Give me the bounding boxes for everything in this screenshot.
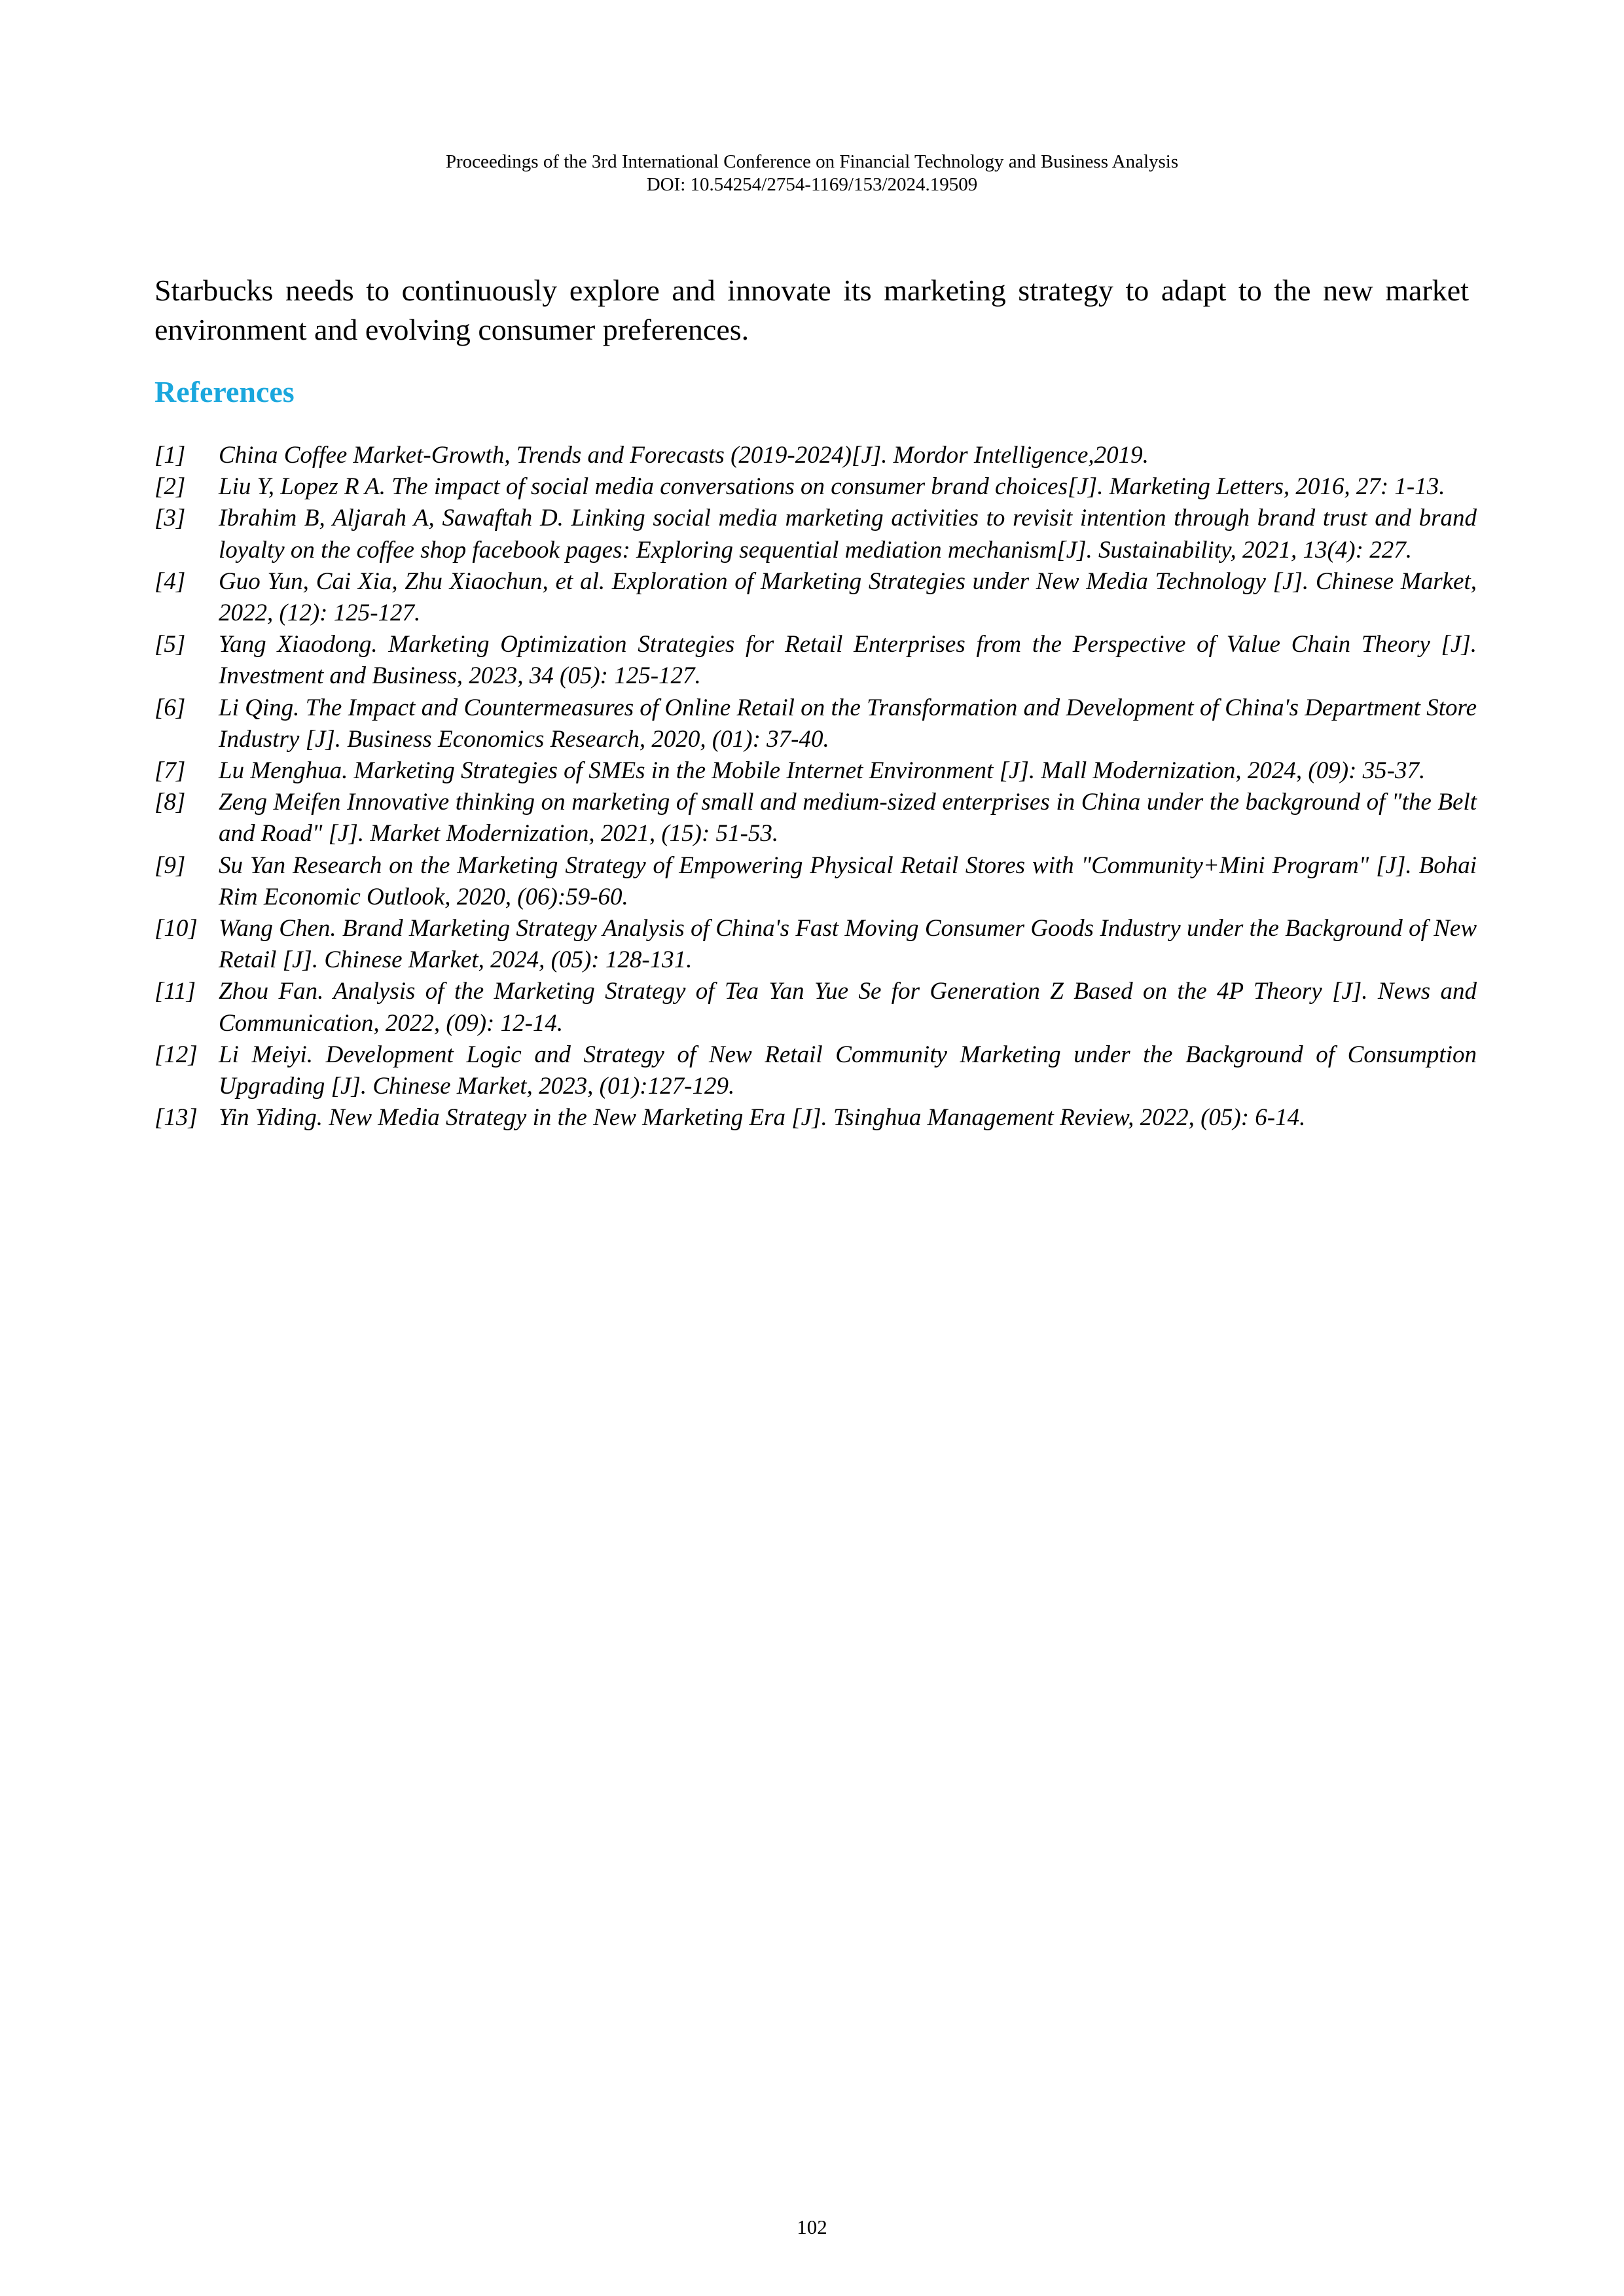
reference-text: Zeng Meifen Innovative thinking on marketing of small and medium-sized enterprises in China under the background of "the Belt and Road" [J]. Market Modernization, 2021, (15): 51-53. [219, 789, 1477, 848]
reference-item [154, 1039, 1477, 1102]
body-paragraph: Starbucks needs to continuously explore and innovate its marketing strategy to adapt to the new market environment and evolving consumer preferences. [154, 274, 1469, 346]
reference-number: [2] [154, 473, 186, 501]
reference-number: [11] [154, 978, 196, 1005]
reference-number: [13] [154, 1104, 198, 1132]
reference-item [154, 692, 1477, 755]
reference-item [154, 787, 1477, 850]
reference-number: [6] [154, 694, 186, 721]
reference-item [154, 440, 1477, 471]
reference-item [154, 976, 1477, 1039]
reference-number: [3] [154, 505, 186, 532]
reference-item [154, 629, 1477, 692]
reference-text: Li Qing. The Impact and Countermeasures of Online Retail on the Transformation and Development of China's Department Store Industry [J]. Business Economics Research, 2020, (01): 37-40. [219, 694, 1477, 753]
reference-text: Wang Chen. Brand Marketing Strategy Analysis of China's Fast Moving Consumer Goods Industry under the Background of New Retail [J]. Chinese Market, 2024, (05): 128-131. [219, 915, 1477, 974]
references-heading: References [154, 375, 295, 408]
reference-text: Yang Xiaodong. Marketing Optimization Strategies for Retail Enterprises from the Perspective of Value Chain Theory [J]. Investment and Business, 2023, 34 (05): 125-127. [219, 631, 1477, 690]
reference-text: Liu Y, Lopez R A. The impact of social media conversations on consumer brand choices[J]. Marketing Letters, 2016, 27: 1-13. [219, 473, 1445, 501]
reference-number: [9] [154, 852, 186, 879]
reference-text: Li Meiyi. Development Logic and Strategy of New Retail Community Marketing under the Background of Consumption Upgrading [J]. Chinese Market, 2023, (01):127-129. [219, 1041, 1477, 1100]
reference-number: [8] [154, 789, 186, 816]
reference-text: Guo Yun, Cai Xia, Zhu Xiaochun, et al. Exploration of Marketing Strategies under New Media Technology [J]. Chinese Market, 2022, (12): 125-127. [219, 567, 1477, 627]
reference-item [154, 913, 1477, 976]
reference-text: Ibrahim B, Aljarah A, Sawaftah D. Linking social media marketing activities to revisit intention through brand trust and brand loyalty on the coffee shop facebook pages: Exploring sequential mediation mechanism[J]. Sustainability, 2021, 13(4): 227. [219, 505, 1477, 564]
reference-text: Yin Yiding. New Media Strategy in the New Marketing Era [J]. Tsinghua Management Review, 2022, (05): 6-14. [219, 1104, 1306, 1132]
reference-text: Zhou Fan. Analysis of the Marketing Strategy of Tea Yan Yue Se for Generation Z Based on the 4P Theory [J]. News and Communication, 2022, (09): 12-14. [219, 978, 1477, 1037]
reference-text: China Coffee Market-Growth, Trends and Forecasts (2019-2024)[J]. Mordor Intelligence,2019. [219, 442, 1149, 469]
conference-title: Proceedings of the 3rd International Conference on Financial Technology and Business Analysis [445, 151, 1179, 172]
page-number: 102 [797, 2215, 827, 2238]
reference-item [154, 566, 1477, 629]
reference-item [154, 1102, 1477, 1134]
reference-number: [5] [154, 631, 186, 658]
reference-number: [7] [154, 757, 186, 785]
running-header [0, 151, 1624, 196]
reference-item [154, 471, 1477, 503]
reference-item [154, 755, 1477, 787]
reference-text: Su Yan Research on the Marketing Strategy of Empowering Physical Retail Stores with "Community+Mini Program" [J]. Bohai Rim Economic Outlook, 2020, (06):59-60. [219, 852, 1477, 910]
reference-item [154, 503, 1477, 565]
reference-number: [4] [154, 567, 186, 595]
reference-number: [10] [154, 915, 198, 942]
doi-line: DOI: 10.54254/2754-1169/153/2024.19509 [646, 174, 978, 195]
reference-number: [12] [154, 1041, 198, 1068]
reference-item [154, 850, 1477, 913]
reference-number: [1] [154, 442, 186, 469]
reference-list [154, 440, 1477, 1134]
reference-text: Lu Menghua. Marketing Strategies of SMEs in the Mobile Internet Environment [J]. Mall Modernization, 2024, (09): 35-37. [219, 757, 1426, 785]
